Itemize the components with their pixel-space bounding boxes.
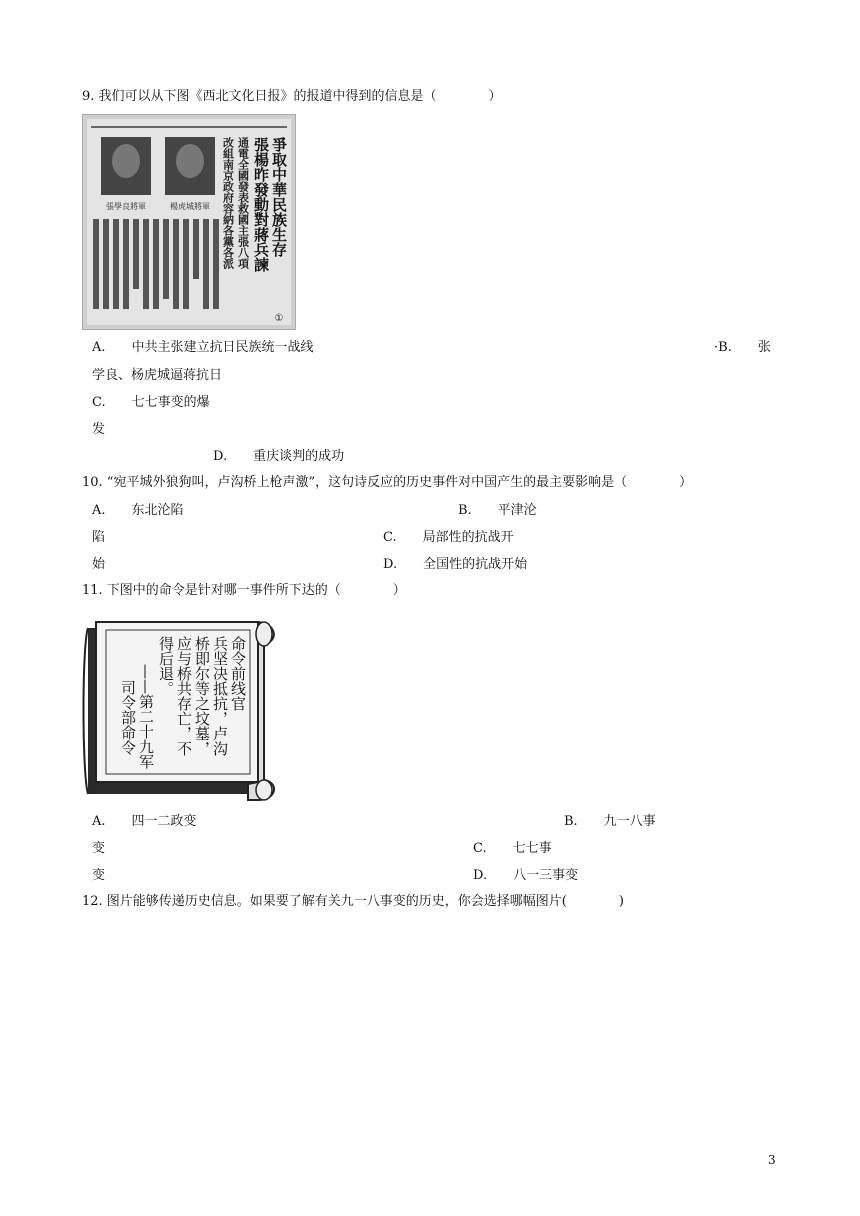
newspaper-headline-4: 改組南京政府容納各黨各派 (221, 137, 235, 269)
q9-option-c-tail: 发 (92, 422, 106, 437)
scroll-column-7: 司令部命令 (119, 680, 137, 755)
scroll-column-3: 桥即尔等之坟墓， (193, 636, 211, 756)
q9-stem: 9. 我们可以从下图《西北文化日报》的报道中得到的信息是（ ） (82, 89, 502, 104)
scroll-column-1: 命令前线官 (229, 636, 247, 711)
q11-stem: 11. 下图中的命令是针对哪一事件所下达的（ ） (82, 583, 406, 598)
newspaper-headline-1: 爭取中華民族生存 (270, 137, 288, 257)
q11-row2-left: 变 (92, 841, 106, 856)
q10-stem: 10. “宛平城外狼狗叫，卢沟桥上枪声激”，这句诗反应的历史事件对中国产生的最主要影响是（ ） (82, 475, 693, 490)
newspaper-headline-3: 通電全國發表救國主張八項 (236, 137, 250, 269)
q11-option-d[interactable]: D. 八一三事变 (473, 868, 579, 883)
scroll-image (82, 614, 282, 804)
scroll-column-5: 得后退。 (157, 636, 175, 696)
q10-option-c[interactable]: C. 局部性的抗战开 (383, 530, 514, 545)
q9-option-b-head[interactable]: ·B. 张 (714, 340, 771, 355)
scroll-column-4: 应与桥共存亡，不 (175, 636, 193, 756)
q10-row3-left: 始 (92, 557, 106, 572)
q11-option-b[interactable]: B. 九一八事 (564, 814, 656, 829)
q9-option-a[interactable]: A. 中共主张建立抗日民族统一战线 (92, 340, 314, 355)
q11-option-c[interactable]: C. 七七事 (473, 841, 552, 856)
q9-option-c-head[interactable]: C. 七七事变的爆 (92, 395, 210, 410)
q11-row3-left: 变 (92, 868, 106, 883)
newspaper-caption-right: 楊虎城將軍 (170, 202, 210, 211)
q9-option-b-tail: 学良、杨虎城逼蒋抗日 (92, 368, 223, 383)
q10-option-a[interactable]: A. 东北沦陷 (92, 503, 184, 518)
q10-option-d[interactable]: D. 全国性的抗战开始 (383, 557, 528, 572)
newspaper-figure (83, 115, 295, 329)
scroll-figure (82, 614, 282, 804)
scroll-column-2: 兵坚决抵抗，卢沟 (211, 636, 229, 756)
q10-option-b[interactable]: B. 平津沦 (458, 503, 537, 518)
newspaper-page-mark: ① (274, 313, 284, 324)
newspaper-image (82, 114, 296, 330)
scroll-column-6: ——第二十九军 (137, 664, 155, 769)
q11-option-a[interactable]: A. 四一二政变 (92, 814, 197, 829)
q10-row2-left: 陷 (92, 530, 106, 545)
newspaper-caption-left: 張學良將軍 (106, 202, 146, 211)
newspaper-headline-2: 張楊昨發動對蔣兵諫 (252, 137, 270, 272)
q9-option-d[interactable]: D. 重庆谈判的成功 (213, 449, 345, 464)
q12-stem: 12. 图片能够传递历史信息。如果要了解有关九一八事变的历史，你会选择哪幅图片( ) (82, 894, 624, 909)
page-number: 3 (768, 1153, 776, 1167)
